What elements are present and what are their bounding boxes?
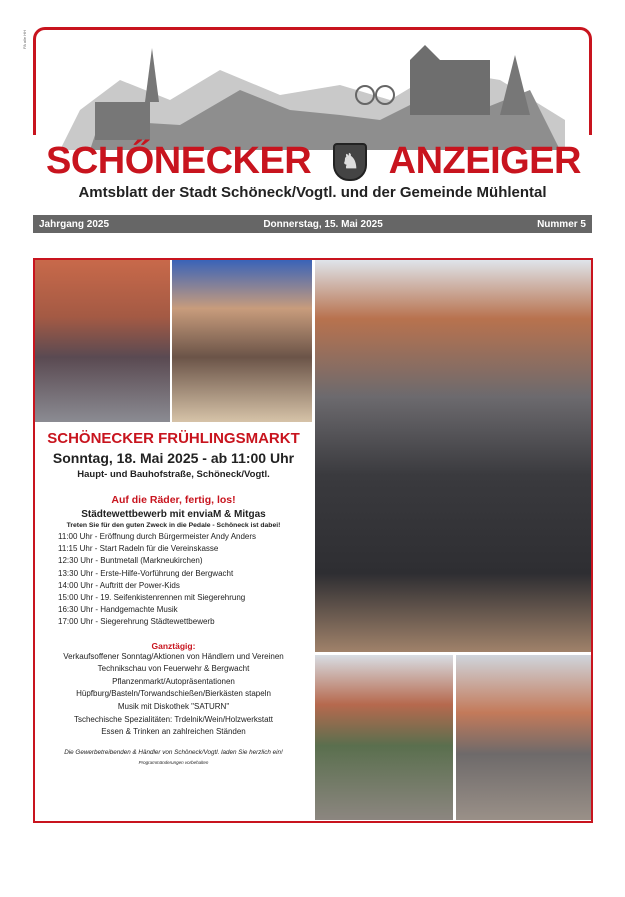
masthead-subtitle: Amtsblatt der Stadt Schöneck/Vogtl. und der Gemeinde Mühlental	[78, 184, 547, 201]
allday-item: Technikschau von Feuerwehr & Bergwacht	[97, 664, 250, 674]
allday-item: Musik mit Diskothek "SATURN"	[117, 702, 230, 711]
allday-item: Hüpfburg/Basteln/Torwandschießen/Bierkästen stapeln	[76, 689, 271, 699]
title-left: SCHŐNECKER	[46, 140, 312, 182]
allday-item: Essen & Trinken an zahlreichen Ständen	[101, 727, 246, 737]
poster-tagline: Treten Sie für den guten Zweck in die Pedale - Schöneck ist dabei!	[66, 522, 281, 529]
issue-number: Nummer 5	[537, 218, 586, 230]
schedule-item: 11:15 Uhr - Start Radeln für die Vereinskasse	[58, 544, 219, 554]
poster-invite: Die Gewerbetreibenden & Händler von Schöneck/Vogtl. laden Sie herzlich ein!	[64, 748, 283, 756]
poster-date: Sonntag, 18. Mai 2025 - ab 11:00 Uhr	[52, 450, 295, 466]
poster-slogan: Auf die Räder, fertig, los!	[111, 494, 236, 506]
schedule-item: 16:30 Uhr - Handgemachte Musik	[58, 605, 178, 615]
poster-title: SCHÖNECKER FRÜHLINGSMARKT	[47, 430, 300, 447]
photo-market-stand	[172, 260, 312, 422]
side-note: PA alle HH	[22, 30, 27, 50]
photo-crowd	[456, 655, 591, 820]
allday-list	[35, 651, 312, 739]
allday-item: Tschechische Spezialitäten: Trdelnik/Wein/Holzwerkstatt	[73, 714, 274, 724]
schedule-item: 12:30 Uhr - Buntmetall (Markneukirchen)	[58, 556, 203, 566]
schedule-item: 17:00 Uhr - Siegerehrung Städtewettbewerb	[58, 617, 215, 627]
photo-race-track	[315, 655, 453, 820]
info-bar	[33, 215, 592, 233]
issue-date: Donnerstag, 15. Mai 2025	[263, 218, 383, 230]
volume: Jahrgang 2025	[39, 218, 110, 230]
allday-item: Verkaufsoffener Sonntag/Aktionen von Händlern und Vereinen	[63, 651, 284, 661]
allday-heading: Ganztägig:	[151, 640, 196, 651]
schedule-list	[35, 531, 312, 629]
photo-stage-performance	[35, 260, 170, 422]
schedule-item: 11:00 Uhr - Eröffnung durch Bürgermeister Andy Anders	[58, 532, 257, 541]
schedule-item: 14:00 Uhr - Auftritt der Power-Kids	[58, 580, 180, 590]
poster-place: Haupt- und Bauhofstraße, Schöneck/Vogtl.	[77, 469, 270, 480]
poster-note: Programmänderungen vorbehalten	[138, 759, 209, 765]
schedule-item: 15:00 Uhr - 19. Seifenkistenrennen mit Siegerehrung	[58, 593, 246, 603]
poster-contest: Städtewettbewerb mit enviaM & Mitgas	[81, 509, 266, 520]
coat-of-arms-icon: ♞	[333, 143, 367, 181]
event-poster	[35, 424, 312, 820]
schedule-item: 13:30 Uhr - Erste-Hilfe-Vorführung der Bergwacht	[58, 568, 234, 578]
photo-soapbox-race	[315, 260, 591, 652]
title-right: ANZEIGER	[388, 140, 581, 182]
masthead-title	[46, 140, 581, 183]
allday-item: Pflanzenmarkt/Autopräsentationen	[112, 676, 235, 686]
skyline-illustration	[60, 40, 565, 150]
